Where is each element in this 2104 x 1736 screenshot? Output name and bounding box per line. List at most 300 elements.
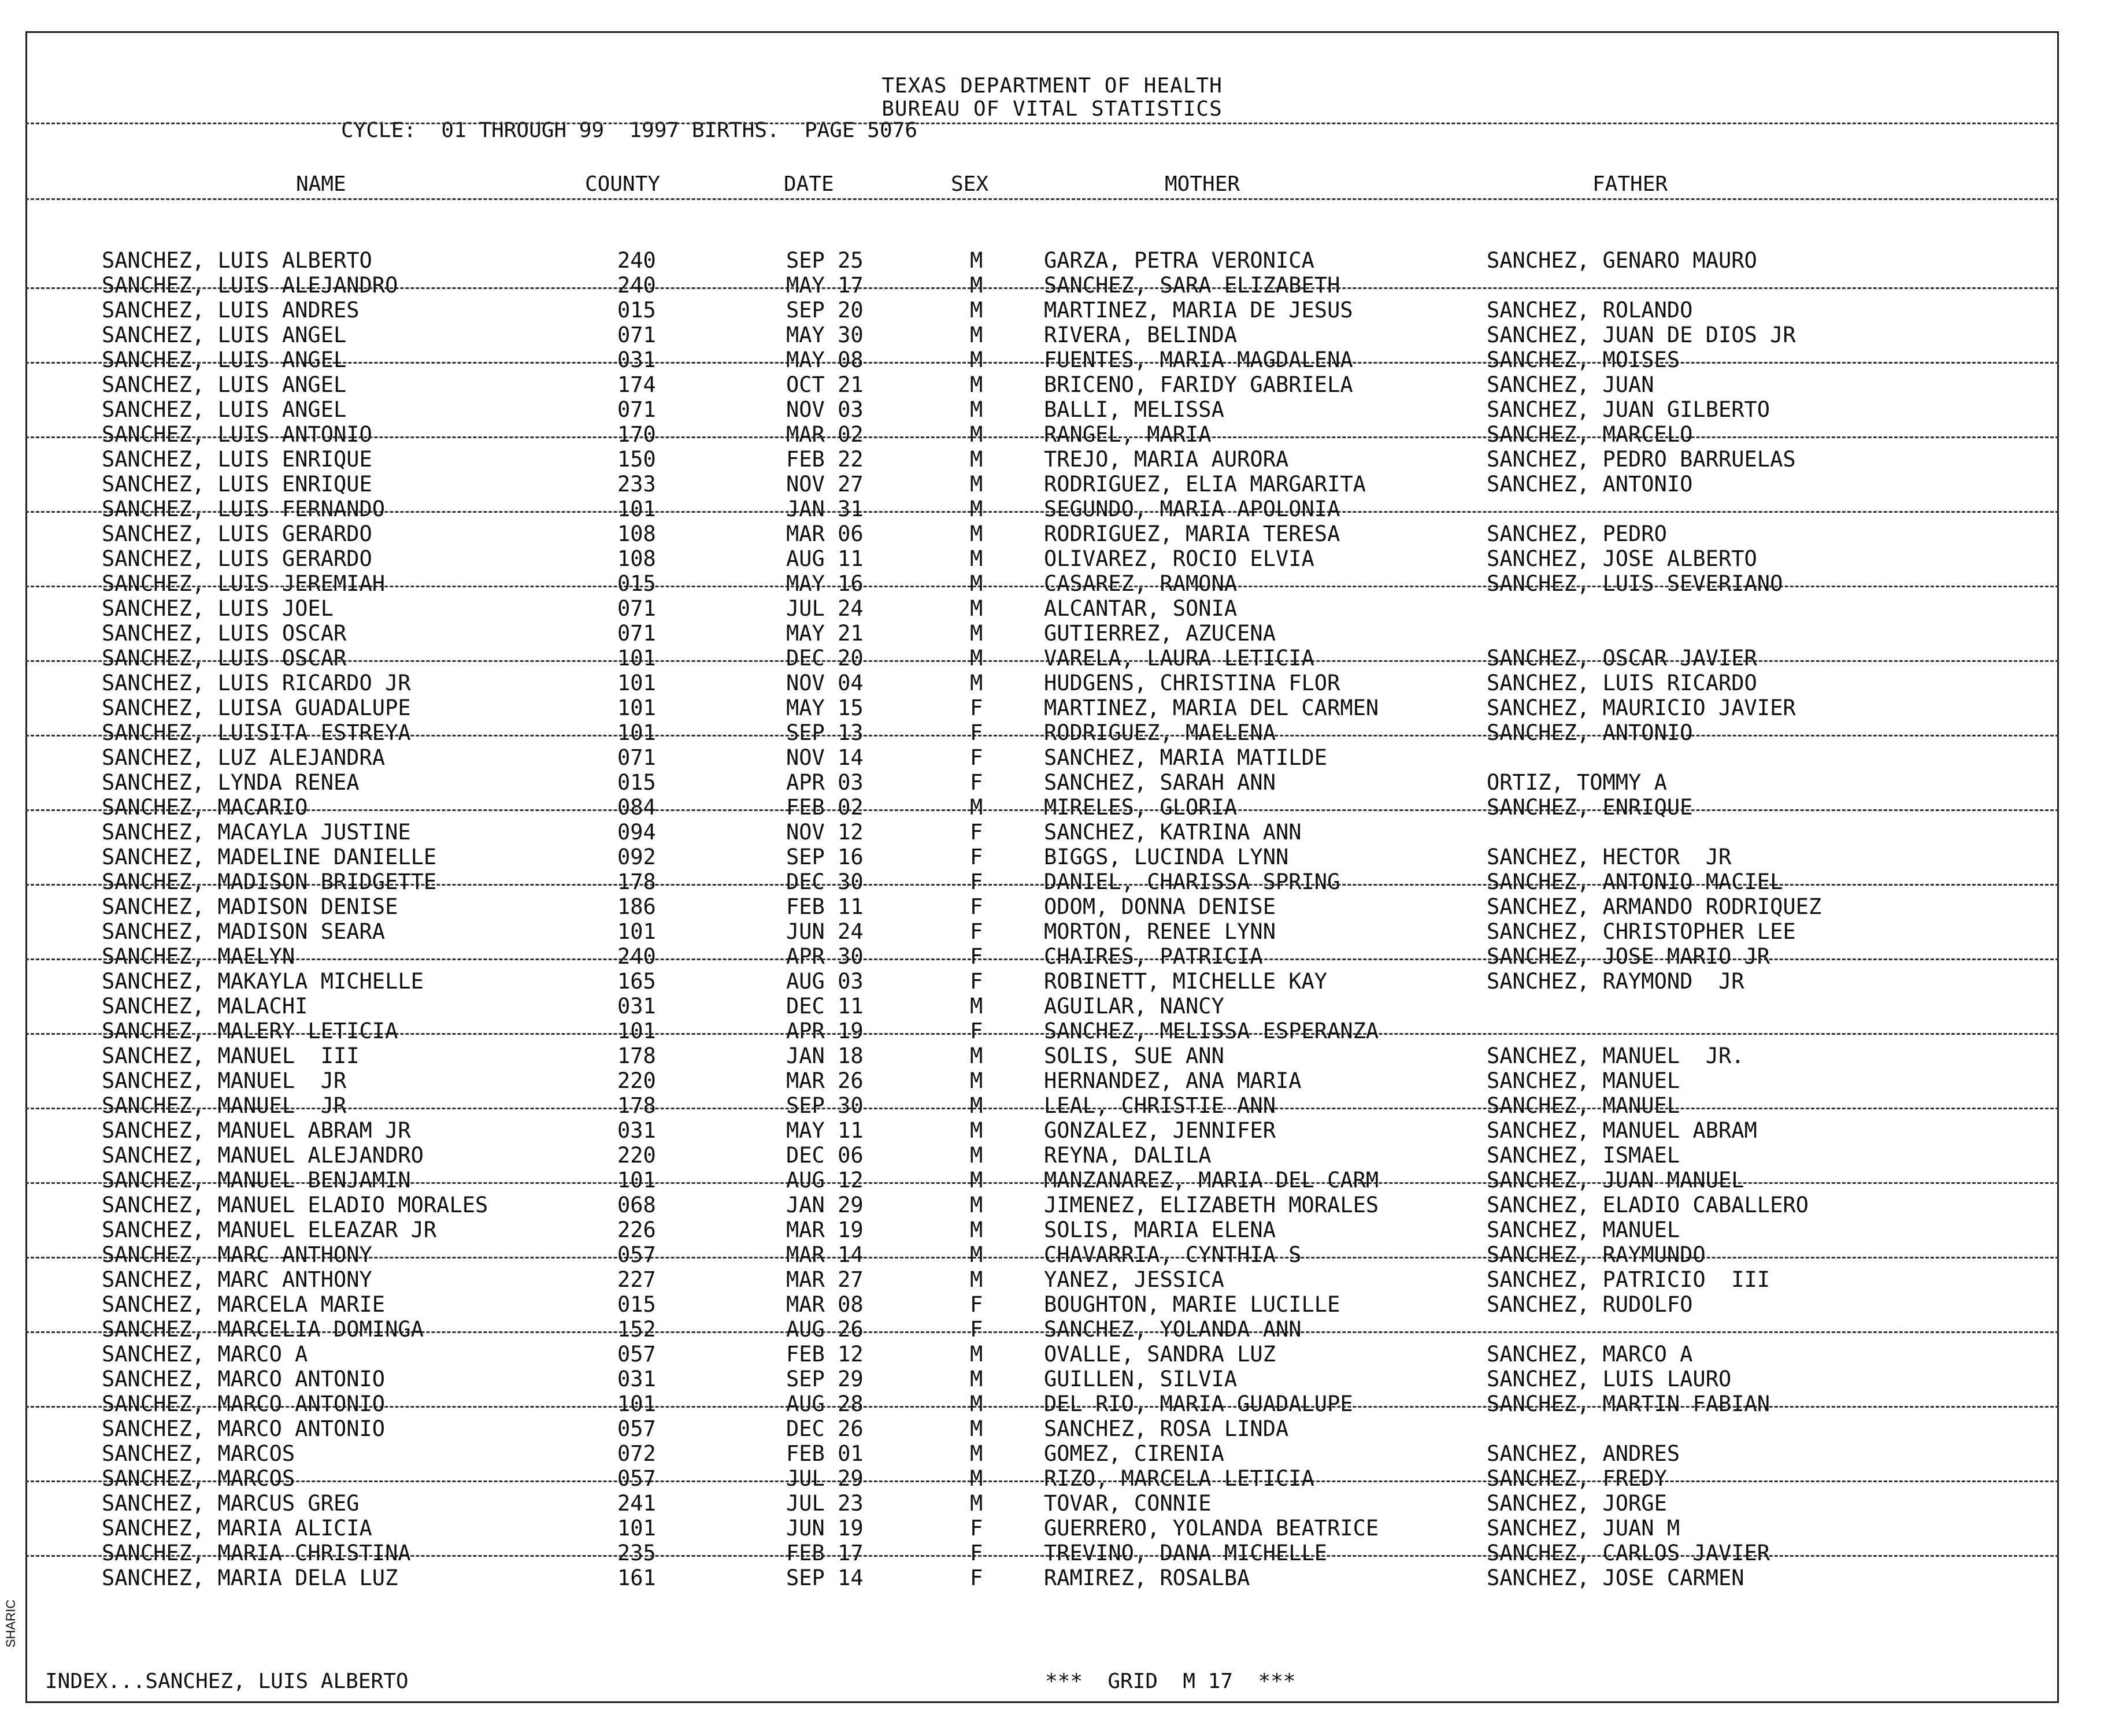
cell-mother: TREJO, MARIA AURORA — [1044, 447, 1289, 472]
cell-sex: M — [970, 1391, 983, 1416]
cell-father: SANCHEZ, ISMAEL — [1487, 1143, 1680, 1168]
bureau-title: BUREAU OF VITAL STATISTICS — [881, 97, 1223, 121]
cell-name: SANCHEZ, LUIS OSCAR — [102, 646, 347, 671]
cell-date: APR 30 — [786, 944, 864, 969]
cell-father: SANCHEZ, MAURICIO JAVIER — [1487, 695, 1796, 720]
cell-mother: RAMIREZ, ROSALBA — [1044, 1565, 1250, 1590]
cell-father: SANCHEZ, RAYMUNDO — [1487, 1242, 1706, 1267]
cell-name: SANCHEZ, MANUEL ABRAM JR — [102, 1118, 411, 1143]
cell-date: JAN 31 — [786, 497, 864, 521]
department-title: TEXAS DEPARTMENT OF HEALTH — [881, 74, 1223, 98]
cell-mother: ALCANTAR, SONIA — [1044, 596, 1238, 621]
cell-name: SANCHEZ, MACARIO — [102, 795, 308, 820]
cell-mother: OVALLE, SANDRA LUZ — [1044, 1342, 1276, 1367]
cell-sex: F — [970, 894, 983, 919]
cell-sex: F — [970, 869, 983, 894]
cell-father: SANCHEZ, HECTOR JR — [1487, 845, 1732, 869]
cell-county: 220 — [617, 1068, 656, 1093]
grid-line: *** GRID M 17 *** — [1045, 1670, 1296, 1693]
cell-father: SANCHEZ, JUAN M — [1487, 1516, 1680, 1541]
cell-date: FEB 17 — [786, 1541, 864, 1565]
cell-county: 150 — [617, 447, 656, 472]
cell-mother: SANCHEZ, MARIA MATILDE — [1044, 745, 1328, 770]
cell-date: AUG 26 — [786, 1317, 864, 1342]
cell-sex: F — [970, 1019, 983, 1043]
cell-sex: M — [970, 646, 983, 671]
cell-mother: SANCHEZ, KATRINA ANN — [1044, 820, 1302, 845]
cell-father: SANCHEZ, MANUEL — [1487, 1217, 1680, 1242]
cell-name: SANCHEZ, LUIS GERARDO — [102, 521, 372, 546]
cell-father: SANCHEZ, PEDRO — [1487, 521, 1667, 546]
cell-name: SANCHEZ, LUIS ANGEL — [102, 397, 347, 422]
cell-date: AUG 03 — [786, 969, 864, 994]
cell-date: FEB 22 — [786, 447, 864, 472]
cell-name: SANCHEZ, LUIS ANGEL — [102, 323, 347, 347]
cell-county: 101 — [617, 720, 656, 745]
cell-mother: ODOM, DONNA DENISE — [1044, 894, 1276, 919]
cell-sex: M — [970, 1118, 983, 1143]
cell-father: SANCHEZ, ARMANDO RODRIQUEZ — [1487, 894, 1822, 919]
cell-name: SANCHEZ, MANUEL ELADIO MORALES — [102, 1193, 488, 1217]
cell-mother: SANCHEZ, ROSA LINDA — [1044, 1416, 1289, 1441]
cell-date: FEB 11 — [786, 894, 864, 919]
cell-sex: M — [970, 596, 983, 621]
index-line: INDEX...SANCHEZ, LUIS ALBERTO — [45, 1670, 409, 1693]
cell-mother: RIZO, MARCELA LETICIA — [1044, 1466, 1314, 1491]
cell-date: JAN 29 — [786, 1193, 864, 1217]
cell-county: 084 — [617, 795, 656, 820]
cell-county: 178 — [617, 1043, 656, 1068]
cell-sex: M — [970, 994, 983, 1019]
cell-date: NOV 03 — [786, 397, 864, 422]
cell-county: 101 — [617, 1019, 656, 1043]
cell-mother: CHAIRES, PATRICIA — [1044, 944, 1263, 969]
cell-sex: F — [970, 944, 983, 969]
cell-county: 072 — [617, 1441, 656, 1466]
column-header-date: DATE — [784, 172, 834, 196]
cell-mother: OLIVAREZ, ROCIO ELVIA — [1044, 546, 1314, 571]
cell-sex: M — [970, 1043, 983, 1068]
cell-sex: M — [970, 1267, 983, 1292]
cell-mother: SOLIS, MARIA ELENA — [1044, 1217, 1276, 1242]
cell-name: SANCHEZ, MANUEL BENJAMIN — [102, 1168, 411, 1193]
cell-sex: M — [970, 671, 983, 695]
cell-date: DEC 30 — [786, 869, 864, 894]
cell-date: APR 03 — [786, 770, 864, 795]
cell-name: SANCHEZ, MADISON BRIDGETTE — [102, 869, 437, 894]
cell-sex: F — [970, 845, 983, 869]
cycle-line: CYCLE: 01 THROUGH 99 1997 BIRTHS. PAGE 5076 — [341, 119, 917, 142]
cell-mother: MORTON, RENEE LYNN — [1044, 919, 1276, 944]
cell-father: SANCHEZ, JORGE — [1487, 1491, 1667, 1516]
cell-county: 057 — [617, 1242, 656, 1267]
cell-sex: M — [970, 1193, 983, 1217]
cell-name: SANCHEZ, LUISITA ESTREYA — [102, 720, 411, 745]
cell-father: SANCHEZ, ENRIQUE — [1487, 795, 1693, 820]
cell-sex: M — [970, 1466, 983, 1491]
cell-name: SANCHEZ, MARCOS — [102, 1441, 295, 1466]
cell-date: NOV 27 — [786, 472, 864, 497]
cell-mother: AGUILAR, NANCY — [1044, 994, 1224, 1019]
cell-mother: YANEZ, JESSICA — [1044, 1267, 1224, 1292]
cell-county: 101 — [617, 1391, 656, 1416]
cell-mother: MARTINEZ, MARIA DEL CARMEN — [1044, 695, 1379, 720]
cell-mother: MIRELES, GLORIA — [1044, 795, 1238, 820]
cell-county: 015 — [617, 1292, 656, 1317]
cell-county: 092 — [617, 845, 656, 869]
cell-county: 220 — [617, 1143, 656, 1168]
cell-father: SANCHEZ, MARTIN FABIAN — [1487, 1391, 1770, 1416]
cell-county: 186 — [617, 894, 656, 919]
cell-county: 101 — [617, 497, 656, 521]
cell-sex: F — [970, 969, 983, 994]
cell-sex: F — [970, 745, 983, 770]
cell-name: SANCHEZ, MARC ANTHONY — [102, 1267, 372, 1292]
cell-sex: M — [970, 1217, 983, 1242]
cell-county: 071 — [617, 323, 656, 347]
column-header-county: COUNTY — [585, 172, 661, 196]
cell-mother: HERNANDEZ, ANA MARIA — [1044, 1068, 1302, 1093]
cell-sex: M — [970, 1068, 983, 1093]
row-divider — [25, 1480, 2059, 1482]
cell-name: SANCHEZ, MANUEL JR — [102, 1093, 347, 1118]
cell-mother: GARZA, PETRA VERONICA — [1044, 248, 1314, 273]
cell-date: MAR 02 — [786, 422, 864, 447]
cell-mother: FUENTES, MARIA MAGDALENA — [1044, 347, 1353, 372]
cell-father: SANCHEZ, OSCAR JAVIER — [1487, 646, 1757, 671]
cell-date: MAY 15 — [786, 695, 864, 720]
cell-date: JUL 24 — [786, 596, 864, 621]
cell-date: APR 19 — [786, 1019, 864, 1043]
cell-name: SANCHEZ, MARCUS GREG — [102, 1491, 360, 1516]
cell-date: JUL 23 — [786, 1491, 864, 1516]
cell-county: 161 — [617, 1565, 656, 1590]
cell-mother: VARELA, LAURA LETICIA — [1044, 646, 1314, 671]
cell-county: 240 — [617, 273, 656, 298]
cell-mother: BOUGHTON, MARIE LUCILLE — [1044, 1292, 1340, 1317]
cell-name: SANCHEZ, LUIS ALBERTO — [102, 248, 372, 273]
cell-sex: M — [970, 546, 983, 571]
cell-date: NOV 14 — [786, 745, 864, 770]
cell-mother: RODRIGUEZ, MAELENA — [1044, 720, 1276, 745]
cell-name: SANCHEZ, MARCOS — [102, 1466, 295, 1491]
side-label: SHARIC — [3, 1599, 18, 1648]
cell-county: 240 — [617, 248, 656, 273]
cell-name: SANCHEZ, LUIS JEREMIAH — [102, 571, 386, 596]
cell-mother: RANGEL, MARIA — [1044, 422, 1212, 447]
cell-name: SANCHEZ, LUIS FERNANDO — [102, 497, 386, 521]
cell-date: FEB 02 — [786, 795, 864, 820]
cell-mother: SANCHEZ, SARAH ANN — [1044, 770, 1276, 795]
cell-mother: CASAREZ, RAMONA — [1044, 571, 1238, 596]
cell-county: 015 — [617, 770, 656, 795]
cell-mother: DEL RIO, MARIA GUADALUPE — [1044, 1391, 1353, 1416]
cell-name: SANCHEZ, LYNDA RENEA — [102, 770, 360, 795]
cell-mother: GUTIERREZ, AZUCENA — [1044, 621, 1276, 646]
cell-sex: M — [970, 472, 983, 497]
cell-father: SANCHEZ, MANUEL ABRAM — [1487, 1118, 1757, 1143]
row-divider — [25, 809, 2059, 811]
cell-sex: M — [970, 571, 983, 596]
cell-mother: SEGUNDO, MARIA APOLONIA — [1044, 497, 1340, 521]
cell-mother: SANCHEZ, MELISSA ESPERANZA — [1044, 1019, 1379, 1043]
cell-sex: F — [970, 1317, 983, 1342]
cell-name: SANCHEZ, LUIS ENRIQUE — [102, 472, 372, 497]
cell-sex: F — [970, 770, 983, 795]
cell-county: 101 — [617, 646, 656, 671]
cell-date: MAR 06 — [786, 521, 864, 546]
cell-mother: RIVERA, BELINDA — [1044, 323, 1238, 347]
cell-name: SANCHEZ, MARC ANTHONY — [102, 1242, 372, 1267]
cell-father: SANCHEZ, MARCELO — [1487, 422, 1693, 447]
cell-date: JUN 24 — [786, 919, 864, 944]
cell-date: SEP 20 — [786, 298, 864, 323]
cell-name: SANCHEZ, MARCELIA DOMINGA — [102, 1317, 424, 1342]
cell-father: SANCHEZ, ANTONIO MACIEL — [1487, 869, 1783, 894]
cell-name: SANCHEZ, MADISON DENISE — [102, 894, 398, 919]
cell-mother: TOVAR, CONNIE — [1044, 1491, 1212, 1516]
cell-date: MAR 14 — [786, 1242, 864, 1267]
cell-mother: BRICENO, FARIDY GABRIELA — [1044, 372, 1353, 397]
cell-county: 227 — [617, 1267, 656, 1292]
cell-county: 101 — [617, 695, 656, 720]
cell-father: SANCHEZ, LUIS SEVERIANO — [1487, 571, 1783, 596]
cell-mother: SOLIS, SUE ANN — [1044, 1043, 1224, 1068]
cell-sex: M — [970, 447, 983, 472]
cell-date: JUN 19 — [786, 1516, 864, 1541]
cell-sex: M — [970, 621, 983, 646]
column-header-sex: SEX — [951, 172, 989, 196]
header-divider — [25, 123, 2059, 124]
cell-father: ORTIZ, TOMMY A — [1487, 770, 1667, 795]
cell-date: SEP 16 — [786, 845, 864, 869]
cell-sex: M — [970, 1168, 983, 1193]
cell-county: 108 — [617, 521, 656, 546]
cell-mother: SANCHEZ, SARA ELIZABETH — [1044, 273, 1340, 298]
cell-county: 152 — [617, 1317, 656, 1342]
cell-date: SEP 25 — [786, 248, 864, 273]
cell-name: SANCHEZ, MADISON SEARA — [102, 919, 386, 944]
cell-mother: TREVINO, DANA MICHELLE — [1044, 1541, 1328, 1565]
cell-date: AUG 28 — [786, 1391, 864, 1416]
cell-father: SANCHEZ, PATRICIO III — [1487, 1267, 1770, 1292]
cell-name: SANCHEZ, MADELINE DANIELLE — [102, 845, 437, 869]
cell-name: SANCHEZ, LUIS OSCAR — [102, 621, 347, 646]
cell-mother: CHAVARRIA, CYNTHIA S — [1044, 1242, 1302, 1267]
cell-mother: MANZANAREZ, MARIA DEL CARM — [1044, 1168, 1379, 1193]
cell-date: SEP 13 — [786, 720, 864, 745]
cell-name: SANCHEZ, LUIS ALEJANDRO — [102, 273, 398, 298]
cell-date: MAY 16 — [786, 571, 864, 596]
cell-date: OCT 21 — [786, 372, 864, 397]
cell-county: 101 — [617, 919, 656, 944]
cell-name: SANCHEZ, MARIA CHRISTINA — [102, 1541, 411, 1565]
cell-father: SANCHEZ, MOISES — [1487, 347, 1680, 372]
column-header-divider — [25, 198, 2059, 200]
cell-name: SANCHEZ, MALACHI — [102, 994, 308, 1019]
cell-father: SANCHEZ, JUAN MANUEL — [1487, 1168, 1744, 1193]
column-header-mother: MOTHER — [1165, 172, 1240, 196]
cell-county: 101 — [617, 671, 656, 695]
cell-father: SANCHEZ, MANUEL — [1487, 1093, 1680, 1118]
cell-name: SANCHEZ, LUIS ANGEL — [102, 347, 347, 372]
cell-father: SANCHEZ, ANTONIO — [1487, 472, 1693, 497]
cell-county: 031 — [617, 1367, 656, 1391]
cell-sex: M — [970, 1242, 983, 1267]
cell-father: SANCHEZ, MANUEL — [1487, 1068, 1680, 1093]
cell-date: MAR 19 — [786, 1217, 864, 1242]
cell-mother: REYNA, DALILA — [1044, 1143, 1212, 1168]
cell-sex: M — [970, 323, 983, 347]
cell-father: SANCHEZ, FREDY — [1487, 1466, 1667, 1491]
cell-mother: GONZALEZ, JENNIFER — [1044, 1118, 1276, 1143]
cell-sex: M — [970, 1367, 983, 1391]
cell-county: 174 — [617, 372, 656, 397]
cell-sex: F — [970, 820, 983, 845]
cell-county: 015 — [617, 298, 656, 323]
cell-date: JAN 18 — [786, 1043, 864, 1068]
cell-name: SANCHEZ, LUZ ALEJANDRA — [102, 745, 386, 770]
cell-date: FEB 01 — [786, 1441, 864, 1466]
cell-date: SEP 29 — [786, 1367, 864, 1391]
cell-mother: JIMENEZ, ELIZABETH MORALES — [1044, 1193, 1379, 1217]
cell-father: SANCHEZ, JUAN GILBERTO — [1487, 397, 1770, 422]
cell-date: DEC 06 — [786, 1143, 864, 1168]
cell-father: SANCHEZ, CARLOS JAVIER — [1487, 1541, 1770, 1565]
cell-county: 057 — [617, 1342, 656, 1367]
cell-date: MAY 08 — [786, 347, 864, 372]
cell-county: 071 — [617, 397, 656, 422]
cell-county: 031 — [617, 347, 656, 372]
cell-name: SANCHEZ, LUIS JOEL — [102, 596, 334, 621]
cell-sex: F — [970, 1541, 983, 1565]
cell-date: DEC 11 — [786, 994, 864, 1019]
cell-county: 057 — [617, 1416, 656, 1441]
cell-date: MAY 21 — [786, 621, 864, 646]
cell-name: SANCHEZ, LUIS ANDRES — [102, 298, 360, 323]
cell-mother: SANCHEZ, YOLANDA ANN — [1044, 1317, 1302, 1342]
cell-sex: M — [970, 397, 983, 422]
cell-county: 241 — [617, 1491, 656, 1516]
cell-father: SANCHEZ, JOSE CARMEN — [1487, 1565, 1744, 1590]
cell-county: 226 — [617, 1217, 656, 1242]
cell-date: MAY 17 — [786, 273, 864, 298]
cell-date: NOV 04 — [786, 671, 864, 695]
cell-date: AUG 11 — [786, 546, 864, 571]
cell-name: SANCHEZ, MARCO ANTONIO — [102, 1367, 386, 1391]
cell-name: SANCHEZ, MAKAYLA MICHELLE — [102, 969, 424, 994]
cell-date: MAY 11 — [786, 1118, 864, 1143]
cell-mother: HUDGENS, CHRISTINA FLOR — [1044, 671, 1340, 695]
cell-name: SANCHEZ, LUISA GUADALUPE — [102, 695, 411, 720]
cell-sex: M — [970, 1491, 983, 1516]
cell-sex: M — [970, 347, 983, 372]
cell-father: SANCHEZ, ANTONIO — [1487, 720, 1693, 745]
cell-sex: M — [970, 795, 983, 820]
cell-name: SANCHEZ, MANUEL JR — [102, 1068, 347, 1093]
cell-name: SANCHEZ, MARCO ANTONIO — [102, 1391, 386, 1416]
cell-sex: M — [970, 1416, 983, 1441]
cell-county: 233 — [617, 472, 656, 497]
column-header-name: NAME — [296, 172, 346, 196]
cell-mother: RODRIGUEZ, MARIA TERESA — [1044, 521, 1340, 546]
cell-county: 071 — [617, 745, 656, 770]
column-header-father: FATHER — [1592, 172, 1668, 196]
cell-father: SANCHEZ, RUDOLFO — [1487, 1292, 1693, 1317]
cell-county: 101 — [617, 1516, 656, 1541]
cell-date: SEP 30 — [786, 1093, 864, 1118]
cell-sex: M — [970, 298, 983, 323]
cell-county: 031 — [617, 994, 656, 1019]
cell-name: SANCHEZ, MANUEL III — [102, 1043, 360, 1068]
cell-county: 057 — [617, 1466, 656, 1491]
cell-date: DEC 20 — [786, 646, 864, 671]
cell-date: MAR 08 — [786, 1292, 864, 1317]
cell-father: SANCHEZ, CHRISTOPHER LEE — [1487, 919, 1796, 944]
cell-name: SANCHEZ, LUIS ENRIQUE — [102, 447, 372, 472]
cell-county: 170 — [617, 422, 656, 447]
cell-date: MAR 27 — [786, 1267, 864, 1292]
cell-sex: M — [970, 422, 983, 447]
cell-mother: DANIEL, CHARISSA SPRING — [1044, 869, 1340, 894]
cell-date: FEB 12 — [786, 1342, 864, 1367]
cell-date: MAR 26 — [786, 1068, 864, 1093]
cell-father: SANCHEZ, RAYMOND JR — [1487, 969, 1744, 994]
cell-county: 015 — [617, 571, 656, 596]
cell-name: SANCHEZ, MANUEL ALEJANDRO — [102, 1143, 424, 1168]
cell-father: SANCHEZ, JUAN DE DIOS JR — [1487, 323, 1796, 347]
cell-father: SANCHEZ, PEDRO BARRUELAS — [1487, 447, 1796, 472]
cell-sex: M — [970, 497, 983, 521]
cell-sex: M — [970, 248, 983, 273]
cell-name: SANCHEZ, LUIS ANGEL — [102, 372, 347, 397]
cell-mother: BALLI, MELISSA — [1044, 397, 1224, 422]
cell-date: AUG 12 — [786, 1168, 864, 1193]
cell-county: 071 — [617, 621, 656, 646]
cell-mother: RODRIGUEZ, ELIA MARGARITA — [1044, 472, 1366, 497]
cell-father: SANCHEZ, JOSE ALBERTO — [1487, 546, 1757, 571]
cell-county: 031 — [617, 1118, 656, 1143]
cell-name: SANCHEZ, MARCO ANTONIO — [102, 1416, 386, 1441]
cell-name: SANCHEZ, MACAYLA JUSTINE — [102, 820, 411, 845]
cell-sex: M — [970, 273, 983, 298]
cell-name: SANCHEZ, LUIS ANTONIO — [102, 422, 372, 447]
cell-father: SANCHEZ, MANUEL JR. — [1487, 1043, 1744, 1068]
cell-name: SANCHEZ, LUIS RICARDO JR — [102, 671, 411, 695]
cell-mother: MARTINEZ, MARIA DE JESUS — [1044, 298, 1353, 323]
cell-date: NOV 12 — [786, 820, 864, 845]
cell-county: 240 — [617, 944, 656, 969]
cell-name: SANCHEZ, MARIA DELA LUZ — [102, 1565, 398, 1590]
cell-name: SANCHEZ, MARCO A — [102, 1342, 308, 1367]
cell-mother: LEAL, CHRISTIE ANN — [1044, 1093, 1276, 1118]
cell-father: SANCHEZ, LUIS RICARDO — [1487, 671, 1757, 695]
cell-father: SANCHEZ, LUIS LAURO — [1487, 1367, 1732, 1391]
cell-mother: GUILLEN, SILVIA — [1044, 1367, 1238, 1391]
cell-date: JUL 29 — [786, 1466, 864, 1491]
cell-county: 165 — [617, 969, 656, 994]
cell-father: SANCHEZ, ANDRES — [1487, 1441, 1680, 1466]
cell-mother: GUERRERO, YOLANDA BEATRICE — [1044, 1516, 1379, 1541]
cell-mother: GOMEZ, CIRENIA — [1044, 1441, 1224, 1466]
cell-father: SANCHEZ, ELADIO CABALLERO — [1487, 1193, 1809, 1217]
cell-sex: F — [970, 1516, 983, 1541]
cell-sex: F — [970, 720, 983, 745]
cell-county: 101 — [617, 1168, 656, 1193]
cell-county: 235 — [617, 1541, 656, 1565]
cell-name: SANCHEZ, MANUEL ELEAZAR JR — [102, 1217, 437, 1242]
cell-county: 068 — [617, 1193, 656, 1217]
